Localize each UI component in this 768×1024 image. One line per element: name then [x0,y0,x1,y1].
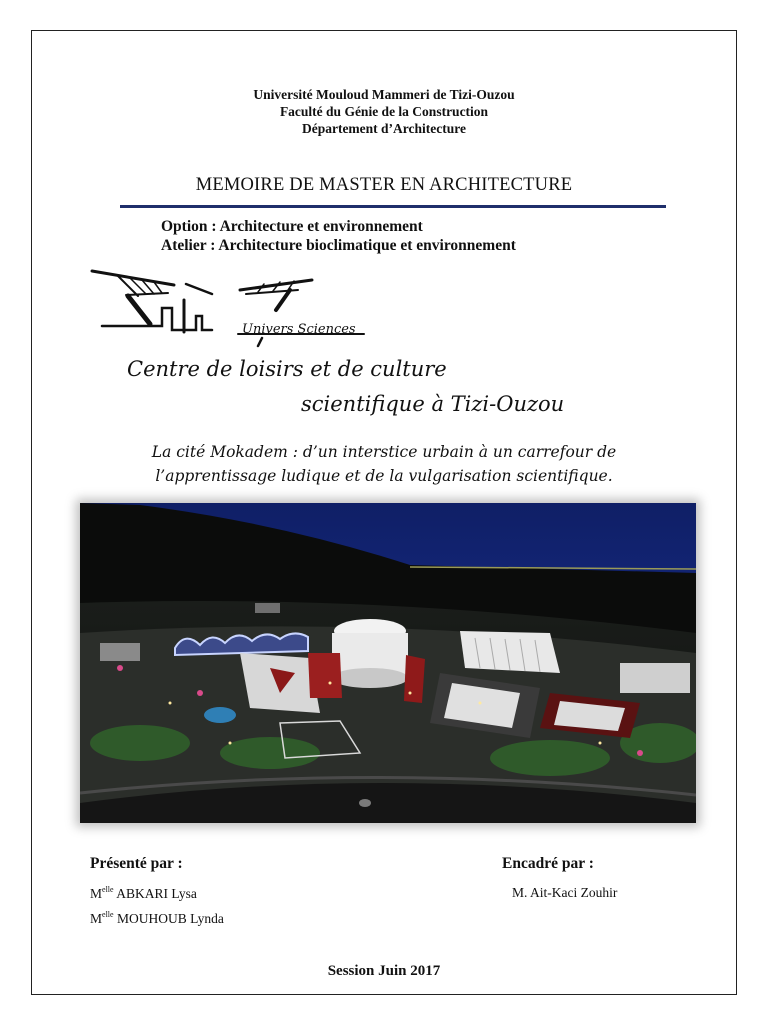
supervisor-name: M. Ait-Kaci Zouhir [512,885,618,900]
subtitle [0,440,768,488]
option-label: Option : [161,218,217,235]
department-name: Département d’Architecture [301,121,467,136]
student-2: $M^{elle}$ MOUHOUB Lynda [90,910,224,926]
presented-by-label: Présenté par : [90,855,183,872]
logo-text: Univers Sciences [242,322,356,337]
architectural-render-image [80,503,696,823]
atelier-value: Architecture bioclimatique et environnement [218,237,516,254]
university-name: Université Mouloud Mammeri de Tizi-Ouzou [253,87,515,102]
title-line-2: scientifique à Tizi-Ouzou [301,392,565,416]
supervised-by-label: Encadré par : [502,855,594,872]
student-1: $M^{elle}$ ABKARI Lysa [90,885,197,901]
heading-divider [120,205,666,208]
atelier-label: Atelier : [161,237,216,254]
univers-sciences-logo [88,266,388,354]
session-date: Session Juin 2017 [327,963,441,979]
option-value: Architecture et environnement [219,218,423,235]
title-line-1: Centre de loisirs et de culture [127,357,447,381]
faculty-name: Faculté du Génie de la Construction [279,104,489,119]
atelier-line [161,237,516,255]
subtitle-line-2: l’apprentissage ludique et de la vulgarisation scientifique. [155,467,613,485]
memoire-heading: MEMOIRE DE MASTER EN ARCHITECTURE [195,175,573,195]
option-line [161,218,423,236]
subtitle-line-1: La cité Mokadem : d’un interstice urbain à un carrefour de [151,443,617,461]
